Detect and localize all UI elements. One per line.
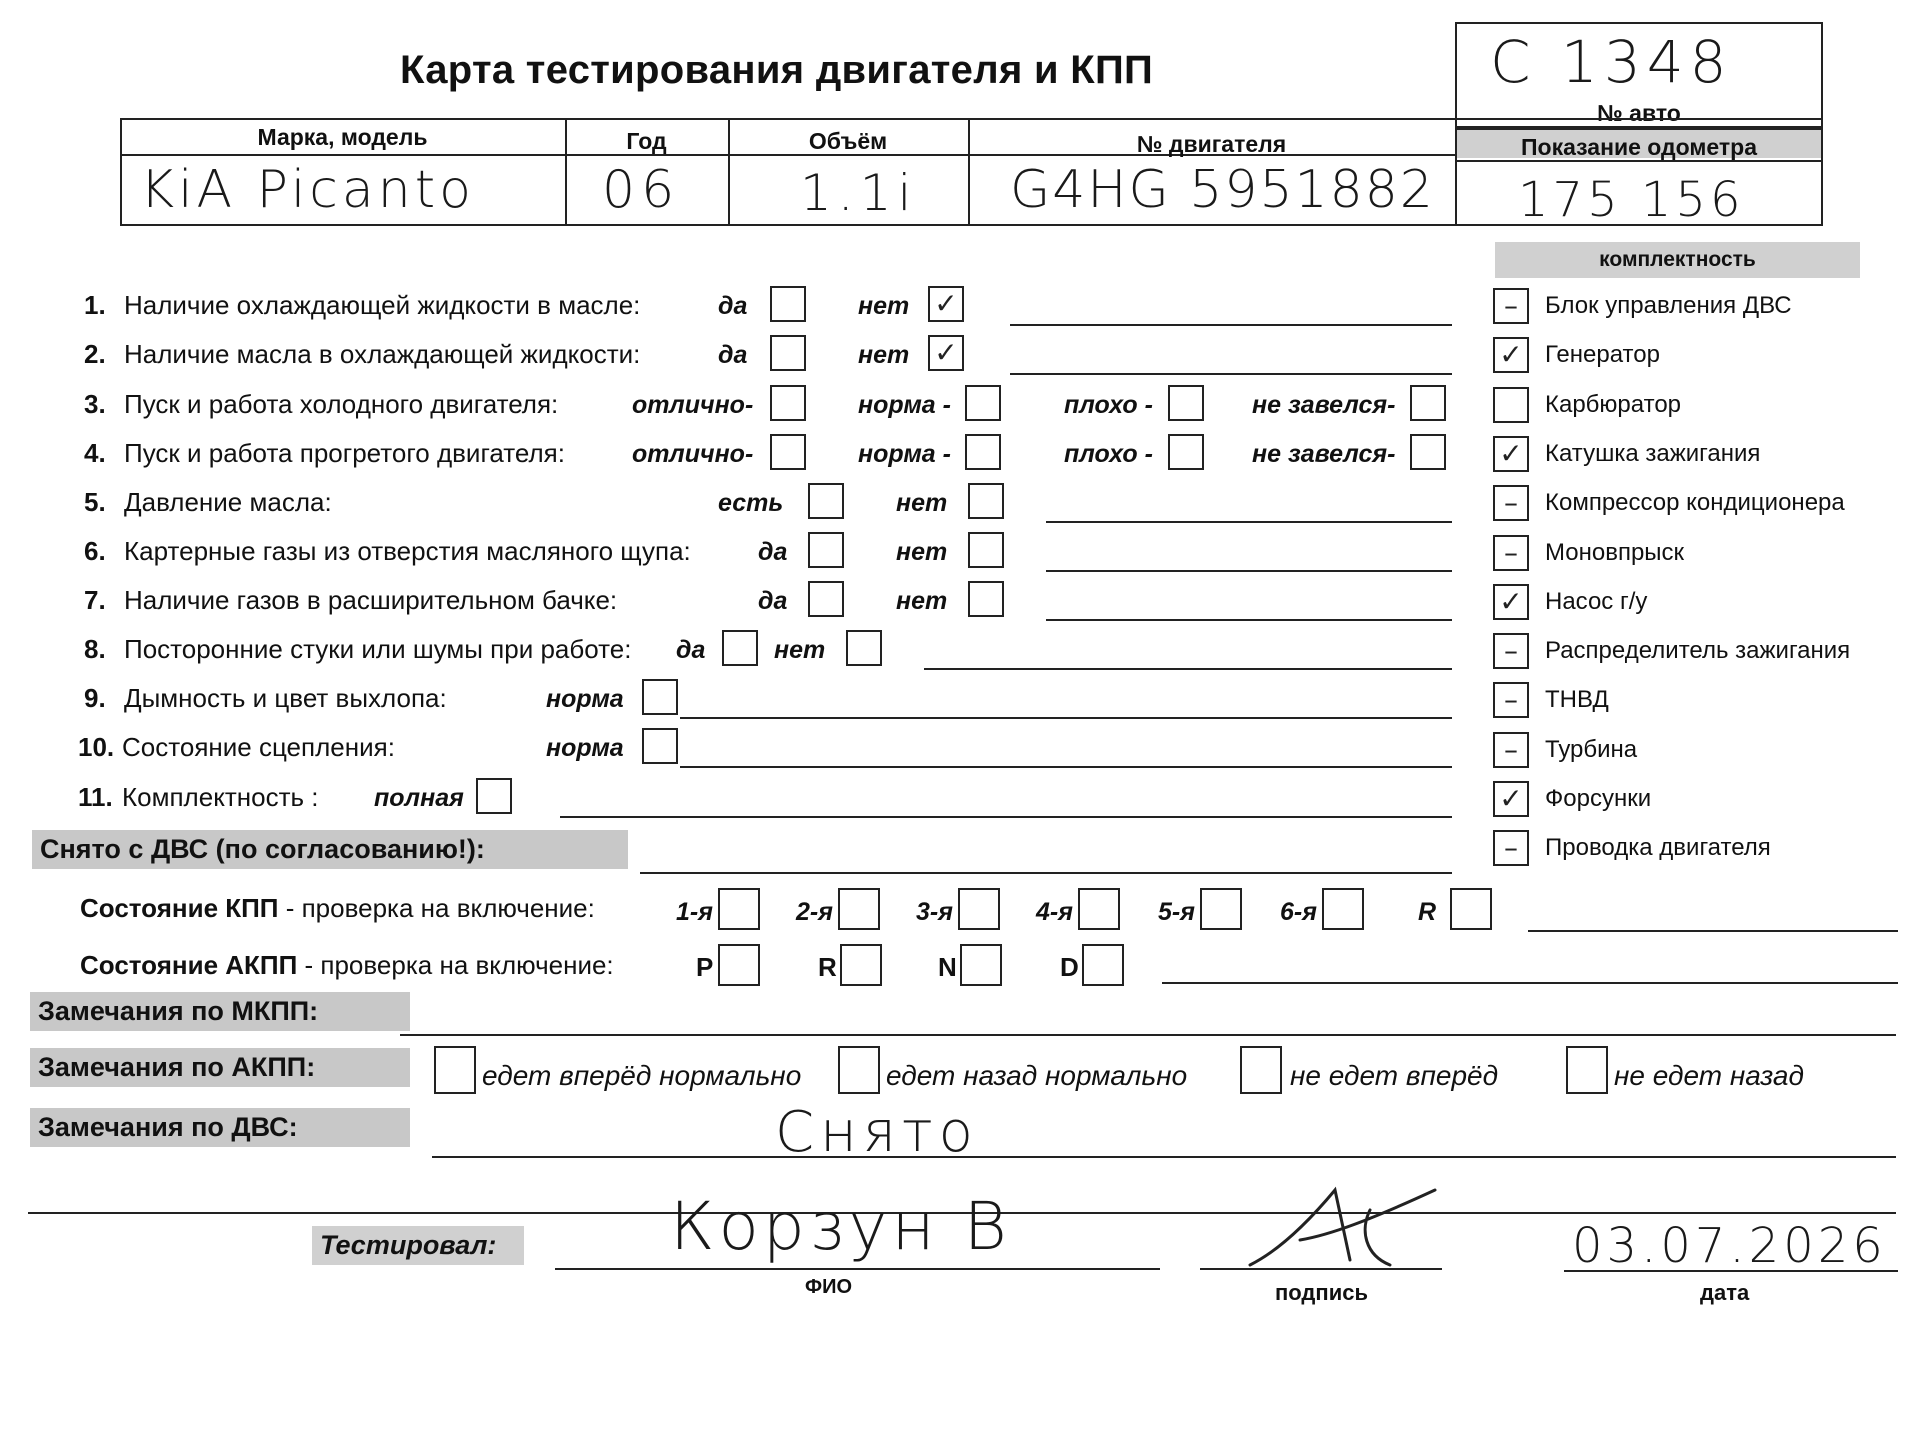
option-checkbox[interactable] xyxy=(808,532,844,568)
header-odometer: Показание одометра xyxy=(1521,134,1757,160)
akpp-remark-label: не едет назад xyxy=(1614,1060,1804,1091)
question-text: Состояние сцепления: xyxy=(122,732,395,762)
option-checkbox[interactable] xyxy=(1168,434,1204,470)
date-caption: дата xyxy=(1700,1280,1750,1305)
completeness-item-label: Моновпрыск xyxy=(1545,538,1685,566)
completeness-item-label: Турбина xyxy=(1545,735,1638,763)
completeness-checkbox[interactable] xyxy=(1493,781,1529,817)
gear-label: 2-я xyxy=(796,898,833,926)
option-label: отлично- xyxy=(632,391,754,419)
completeness-item-label: Распределитель зажигания xyxy=(1545,637,1851,665)
remarks-dvs-label: Замечания по ДВС: xyxy=(30,1108,410,1147)
check-mark: – xyxy=(1504,831,1518,865)
value-volume: 1.1i xyxy=(800,164,918,222)
option-label: да xyxy=(718,341,748,369)
car-number-value: C 1348 xyxy=(1490,28,1733,96)
option-checkbox[interactable] xyxy=(846,630,882,666)
completeness-item-label: Компрессор кондиционера xyxy=(1545,489,1845,517)
option-label: есть xyxy=(718,489,784,517)
check-mark: ✓ xyxy=(1499,338,1523,372)
question-number: 3. xyxy=(84,389,106,419)
completeness-item-label: Насос г/у xyxy=(1545,587,1648,615)
value-make-model: KiA Picanto xyxy=(140,160,475,220)
check-mark: – xyxy=(1504,289,1518,322)
option-label: да xyxy=(758,587,788,615)
question-number: 4. xyxy=(84,438,106,468)
answer-line xyxy=(560,816,1452,818)
gear-label: 6-я xyxy=(1280,898,1317,926)
option-label: норма - xyxy=(858,440,951,468)
completeness-item-label: ТНВД xyxy=(1545,686,1609,714)
check-mark: – xyxy=(1504,634,1518,668)
option-checkbox[interactable] xyxy=(770,434,806,470)
option-checkbox[interactable] xyxy=(808,483,844,519)
option-label: нет xyxy=(896,538,948,566)
question-number: 2. xyxy=(84,339,106,369)
gear-label: R xyxy=(1418,898,1437,926)
option-checkbox[interactable] xyxy=(1168,385,1204,421)
option-label: нет xyxy=(896,587,948,615)
gear-checkbox[interactable] xyxy=(838,888,880,930)
question-number: 8. xyxy=(84,634,106,664)
header-engine-no: № двигателя xyxy=(1136,131,1287,157)
answer-line xyxy=(924,668,1452,670)
option-label: норма xyxy=(546,734,624,762)
check-mark: – xyxy=(1504,732,1518,766)
option-checkbox[interactable] xyxy=(1410,385,1446,421)
option-checkbox[interactable] xyxy=(968,483,1004,519)
option-label: да xyxy=(676,636,706,664)
option-checkbox[interactable] xyxy=(965,385,1001,421)
check-mark: – xyxy=(1504,486,1518,520)
akpp-remark-checkbox[interactable] xyxy=(1240,1046,1282,1094)
answer-line xyxy=(1010,324,1452,326)
gear-label: 1-я xyxy=(676,898,713,926)
check-mark: ✓ xyxy=(1499,436,1523,470)
check-mark: – xyxy=(1504,535,1518,569)
option-label: да xyxy=(758,538,788,566)
option-label: не завелся- xyxy=(1252,440,1396,468)
completeness-checkbox[interactable] xyxy=(1493,337,1529,373)
question-number: 7. xyxy=(84,585,106,615)
option-label: нет xyxy=(896,489,948,517)
gear-checkbox[interactable] xyxy=(1200,888,1242,930)
value-engine-no: G4HG 5951882 xyxy=(1010,160,1435,220)
completeness-checkbox[interactable] xyxy=(1493,436,1529,472)
value-odometer: 175 156 xyxy=(1518,172,1745,228)
question-text: Посторонние стуки или шумы при работе: xyxy=(124,634,632,664)
akpp-remark-checkbox[interactable] xyxy=(1566,1046,1608,1094)
kpp-label: Состояние КПП - проверка на включение: xyxy=(80,893,595,923)
question-number: 5. xyxy=(84,487,106,517)
gear-checkbox[interactable] xyxy=(1450,888,1492,930)
option-checkbox[interactable] xyxy=(928,286,964,322)
gear-label: 3-я xyxy=(916,898,953,926)
option-checkbox[interactable] xyxy=(476,778,512,814)
question-number: 6. xyxy=(84,536,106,566)
question-text: Наличие охлаждающей жидкости в масле: xyxy=(124,290,641,320)
completeness-checkbox[interactable] xyxy=(1493,732,1529,768)
gear-label: 5-я xyxy=(1158,898,1195,926)
answer-line xyxy=(1046,570,1452,572)
question-number: 1. xyxy=(84,290,106,320)
option-checkbox[interactable] xyxy=(642,728,678,764)
check-mark: ✓ xyxy=(1499,584,1523,618)
akpp-mode-label: R xyxy=(818,952,837,982)
answer-line xyxy=(1046,619,1452,621)
header-make-model: Марка, модель xyxy=(257,124,428,150)
option-checkbox[interactable] xyxy=(770,286,806,322)
header-volume: Объём xyxy=(808,128,888,154)
option-label: нет xyxy=(858,292,910,320)
option-label: нет xyxy=(858,341,910,369)
option-label: полная xyxy=(374,784,464,812)
check-mark: – xyxy=(1504,683,1518,717)
check-mark: ✓ xyxy=(934,336,958,369)
tester-name: Корзун В xyxy=(670,1188,1011,1265)
question-text: Наличие газов в расширительном бачке: xyxy=(124,585,618,615)
page-title: Карта тестирования двигателя и КПП xyxy=(400,48,1154,92)
option-checkbox[interactable] xyxy=(928,335,964,371)
completeness-checkbox[interactable] xyxy=(1493,387,1529,423)
akpp-mode-checkbox[interactable] xyxy=(1082,944,1124,986)
option-label: нет xyxy=(774,636,826,664)
tested-label: Тестировал: xyxy=(312,1226,524,1265)
question-text: Наличие масла в охлаждающей жидкости: xyxy=(124,339,641,369)
gear-label: 4-я xyxy=(1036,898,1073,926)
completeness-checkbox[interactable] xyxy=(1493,288,1529,324)
option-label: плохо - xyxy=(1064,391,1153,419)
akpp-mode-label: N xyxy=(938,952,957,982)
option-label: норма xyxy=(546,685,624,713)
question-number: 11. xyxy=(78,782,113,812)
option-label: плохо - xyxy=(1064,440,1153,468)
completeness-checkbox[interactable] xyxy=(1493,633,1529,669)
question-text: Пуск и работа холодного двигателя: xyxy=(124,389,559,419)
check-mark: ✓ xyxy=(1499,782,1523,815)
question-text: Давление масла: xyxy=(124,487,332,517)
option-label: отлично- xyxy=(632,440,754,468)
completeness-item-label: Форсунки xyxy=(1545,785,1652,812)
option-label: не завелся- xyxy=(1252,391,1396,419)
gear-checkbox[interactable] xyxy=(1078,888,1120,930)
option-label: норма - xyxy=(858,391,951,419)
option-checkbox[interactable] xyxy=(1410,434,1446,470)
option-checkbox[interactable] xyxy=(808,581,844,617)
completeness-checkbox[interactable] xyxy=(1493,535,1529,571)
completeness-item-label: Проводка двигателя xyxy=(1545,834,1771,862)
completeness-item-label: Блок управления ДВС xyxy=(1545,292,1792,319)
sign-caption: подпись xyxy=(1275,1280,1368,1305)
option-checkbox[interactable] xyxy=(965,434,1001,470)
completeness-title: комплектность xyxy=(1495,242,1860,278)
answer-line xyxy=(680,717,1452,719)
question-text: Комплектность : xyxy=(122,782,319,812)
completeness-checkbox[interactable] xyxy=(1493,830,1529,866)
car-number-label: № авто xyxy=(1597,100,1681,126)
question-text: Дымность и цвет выхлопа: xyxy=(124,683,447,713)
test-date: 03.07.2026 xyxy=(1572,1218,1887,1274)
option-label: да xyxy=(718,292,748,320)
option-checkbox[interactable] xyxy=(770,335,806,371)
answer-line xyxy=(680,766,1452,768)
akpp-remark-label: не едет вперёд xyxy=(1290,1060,1499,1091)
akpp-mode-checkbox[interactable] xyxy=(840,944,882,986)
gear-checkbox[interactable] xyxy=(1322,888,1364,930)
completeness-item-label: Катушка зажигания xyxy=(1545,439,1761,467)
question-text: Картерные газы из отверстия масляного щупа: xyxy=(124,536,691,566)
option-checkbox[interactable] xyxy=(770,385,806,421)
akpp-mode-checkbox[interactable] xyxy=(718,944,760,986)
completeness-item-label: Карбюратор xyxy=(1545,390,1682,418)
question-number: 9. xyxy=(84,683,106,713)
akpp-remark-checkbox[interactable] xyxy=(434,1046,476,1094)
remarks-akpp-label: Замечания по АКПП: xyxy=(30,1048,410,1087)
completeness-checkbox[interactable] xyxy=(1493,584,1529,620)
akpp-mode-label: P xyxy=(696,952,714,982)
gear-checkbox[interactable] xyxy=(718,888,760,930)
fio-caption: ФИО xyxy=(805,1276,853,1298)
removed-label: Снято с ДВС (по согласованию!): xyxy=(32,830,628,869)
check-mark: ✓ xyxy=(934,287,958,320)
remarks-dvs-value: Снято xyxy=(775,1100,979,1165)
completeness-checkbox[interactable] xyxy=(1493,682,1529,718)
akpp-label: Состояние АКПП - проверка на включение: xyxy=(80,950,614,980)
signature xyxy=(1240,1180,1440,1280)
question-text: Пуск и работа прогретого двигателя: xyxy=(124,438,565,468)
akpp-mode-label: D xyxy=(1060,952,1079,982)
header-year: Год xyxy=(626,128,667,154)
akpp-remark-label: едет назад нормально xyxy=(886,1060,1188,1091)
gear-checkbox[interactable] xyxy=(958,888,1000,930)
completeness-item-label: Генератор xyxy=(1545,341,1660,369)
akpp-mode-checkbox[interactable] xyxy=(960,944,1002,986)
option-checkbox[interactable] xyxy=(642,679,678,715)
akpp-remark-label: едет вперёд нормально xyxy=(482,1060,802,1091)
option-checkbox[interactable] xyxy=(968,532,1004,568)
question-number: 10. xyxy=(78,732,115,762)
answer-line xyxy=(1010,373,1452,375)
akpp-remark-checkbox[interactable] xyxy=(838,1046,880,1094)
remarks-mkpp-label: Замечания по МКПП: xyxy=(30,992,410,1031)
value-year: 06 xyxy=(602,160,681,220)
option-checkbox[interactable] xyxy=(968,581,1004,617)
option-checkbox[interactable] xyxy=(722,630,758,666)
completeness-checkbox[interactable] xyxy=(1493,485,1529,521)
answer-line xyxy=(1046,521,1452,523)
